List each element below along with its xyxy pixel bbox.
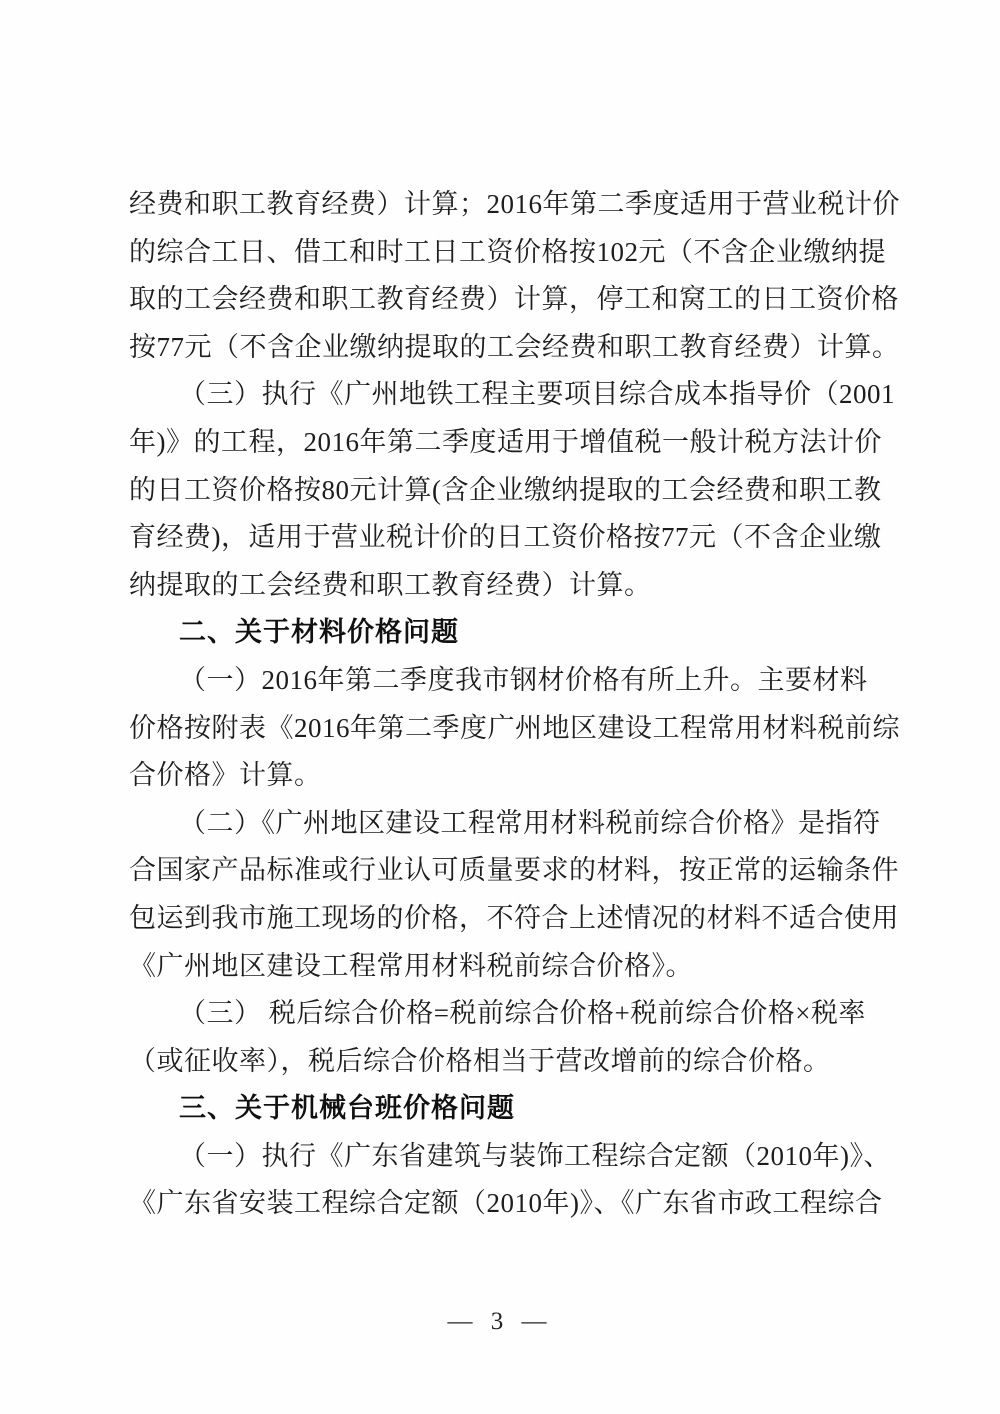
body-line: 年)》的工程，2016年第二季度适用于增值税一般计税方法计价 (129, 426, 882, 457)
body-line: （或征收率），税后综合价格相当于营改增前的综合价格。 (129, 1045, 831, 1076)
body-line: 《广州地区建设工程常用材料税前综合价格》。 (129, 950, 693, 981)
section-heading-materials: 二、关于材料价格问题 (179, 617, 459, 648)
body-line: 的综合工日、借工和时工日工资价格按102元（不含企业缴纳提 (129, 236, 886, 267)
body-line: 育经费)，适用于营业税计价的日工资价格按77元（不含企业缴 (129, 522, 882, 553)
body-line: 包运到我市施工现场的价格，不符合上述情况的材料不适合使用 (129, 902, 899, 933)
page-number: — 3 — (447, 1308, 553, 1335)
section-heading-machinery: 三、关于机械台班价格问题 (179, 1093, 515, 1124)
body-line: （二）《广州地区建设工程常用材料税前综合价格》是指符 (179, 807, 881, 838)
body-line: 经费和职工教育经费）计算；2016年第二季度适用于营业税计价 (129, 189, 900, 219)
body-line: 纳提取的工会经费和职工教育经费）计算。 (129, 569, 652, 600)
body-line: 的日工资价格按80元计算(含企业缴纳提取的工会经费和职工教 (129, 474, 882, 505)
body-line: 合国家产品标准或行业认可质量要求的材料，按正常的运输条件 (129, 855, 899, 886)
body-line: （一）2016年第二季度我市钢材价格有所上升。主要材料 (179, 664, 868, 695)
body-line: 价格按附表《2016年第二季度广州地区建设工程常用材料税前综 (129, 712, 900, 743)
body-line: （一）执行《广东省建筑与装饰工程综合定额（2010年)》、 (179, 1140, 891, 1171)
body-line: （三）执行《广州地铁工程主要项目综合成本指导价（2001 (179, 379, 895, 410)
document-text-block (129, 181, 899, 1228)
body-line: 《广东省安装工程综合定额（2010年)》、《广东省市政工程综合 (129, 1188, 883, 1219)
body-line: 合价格》计算。 (129, 760, 322, 791)
body-line: （三） 税后综合价格=税前综合价格+税前综合价格×税率 (179, 998, 866, 1029)
body-line: 取的工会经费和职工教育经费）计算，停工和窝工的日工资价格 (129, 284, 899, 315)
body-line: 按77元（不含企业缴纳提取的工会经费和职工教育经费）计算。 (129, 331, 900, 362)
